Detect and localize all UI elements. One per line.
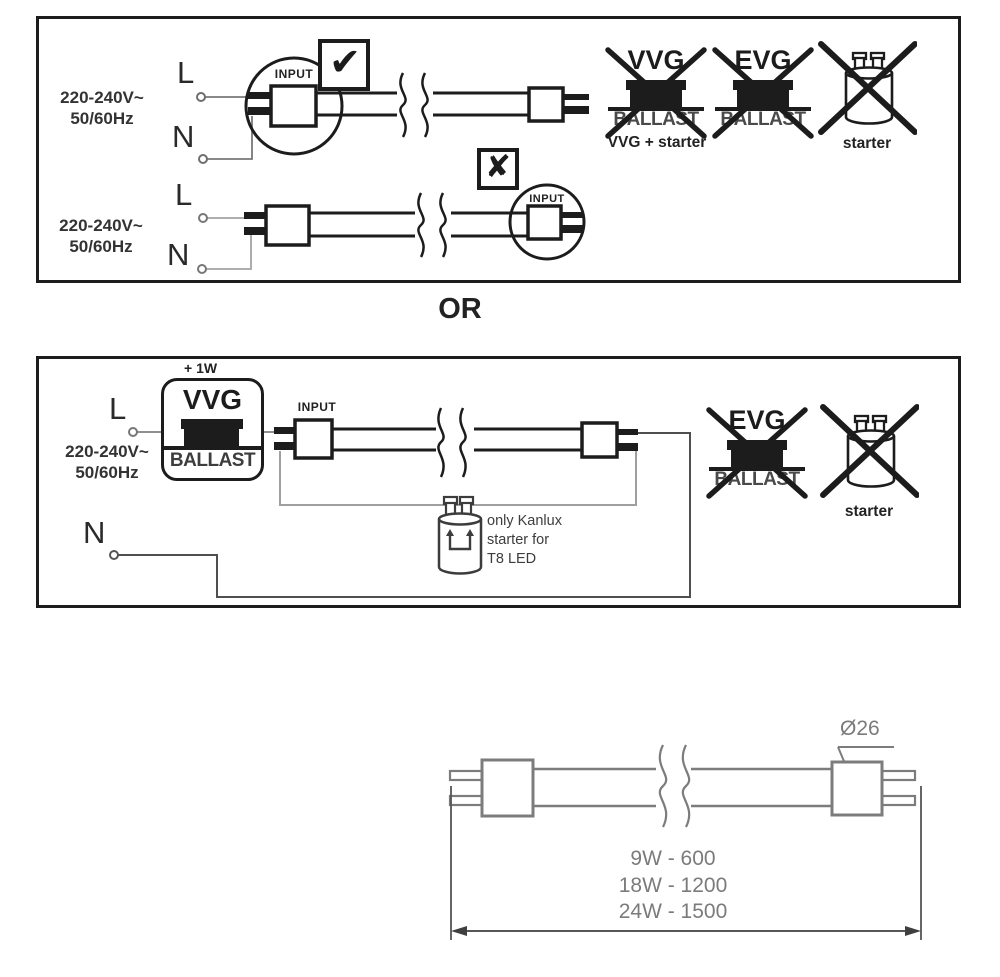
cross-mark-icon: [477, 148, 519, 190]
length-row: 18W - 1200: [618, 873, 728, 897]
dimension-arrow-left: [451, 926, 467, 936]
ballast-word: BALLAST: [714, 469, 800, 490]
tube-length-table: [558, 846, 788, 926]
or-separator-label: OR: [438, 293, 482, 325]
starter-caption: starter: [844, 503, 894, 520]
voltage-value: 220-240V~: [65, 442, 149, 461]
live-terminal-label: L: [177, 55, 195, 90]
frequency-value: 50/60Hz: [70, 109, 134, 128]
supply-voltage-label: [48, 215, 154, 257]
frequency-value: 50/60Hz: [75, 463, 139, 482]
prohibited-x-icon: [711, 46, 815, 140]
frequency-value: 50/60Hz: [69, 237, 133, 256]
dimension-arrow-right: [905, 926, 921, 936]
supply-voltage-label: [50, 87, 154, 129]
ballast-word: BALLAST: [720, 109, 806, 130]
input-label: INPUT: [297, 400, 337, 414]
ballast-type-label: EVG: [734, 45, 792, 75]
live-terminal-label: L: [109, 391, 127, 426]
ballast-type-label: EVG: [728, 405, 786, 435]
extra-power-label: + 1W: [184, 360, 218, 376]
ballast-shape: [181, 419, 243, 429]
note-line: T8 LED: [487, 551, 537, 567]
prohibited-x-icon: [705, 406, 809, 500]
voltage-value: 220-240V~: [59, 216, 143, 235]
kanlux-starter-note: [487, 512, 562, 569]
ballast-type-label: VVG: [182, 384, 243, 415]
supply-voltage-label: [55, 441, 159, 483]
prohibited-x-icon: [604, 46, 708, 140]
ballast-word: BALLAST: [613, 109, 699, 130]
starter-caption: starter: [842, 135, 892, 152]
neutral-terminal-label: N: [83, 515, 106, 550]
tube-endcap: [832, 762, 882, 815]
vvg-starter-caption: VVG + starter: [607, 134, 707, 151]
starter-forbidden-icon: [819, 402, 919, 499]
starter-forbidden-icon: [817, 39, 917, 136]
note-line: only Kanlux: [487, 513, 562, 529]
ballast-word: BALLAST: [169, 450, 256, 471]
check-mark-icon: [318, 39, 370, 91]
input-label: INPUT: [274, 67, 314, 81]
voltage-value: 220-240V~: [60, 88, 144, 107]
length-row: 24W - 1500: [618, 900, 728, 923]
note-line: starter for: [487, 532, 550, 548]
check-glyph: ✔: [329, 39, 361, 84]
tube-endcap: [482, 760, 533, 816]
neutral-terminal-label: N: [172, 119, 195, 154]
neutral-terminal-label: N: [167, 237, 190, 272]
vvg-ballast-unit: [161, 378, 264, 481]
tube-diameter-label: Ø26: [840, 717, 880, 740]
evg-ballast-forbidden-icon: [713, 47, 813, 139]
evg-ballast-forbidden-icon: [707, 407, 807, 499]
vvg-ballast-forbidden-icon: [606, 47, 706, 139]
ballast-shape: [184, 429, 239, 446]
cross-glyph: ✘: [485, 149, 511, 185]
live-terminal-label: L: [175, 177, 193, 212]
length-row: 9W - 600: [630, 847, 716, 870]
input-label: INPUT: [529, 193, 565, 205]
ballast-type-label: VVG: [627, 45, 685, 75]
